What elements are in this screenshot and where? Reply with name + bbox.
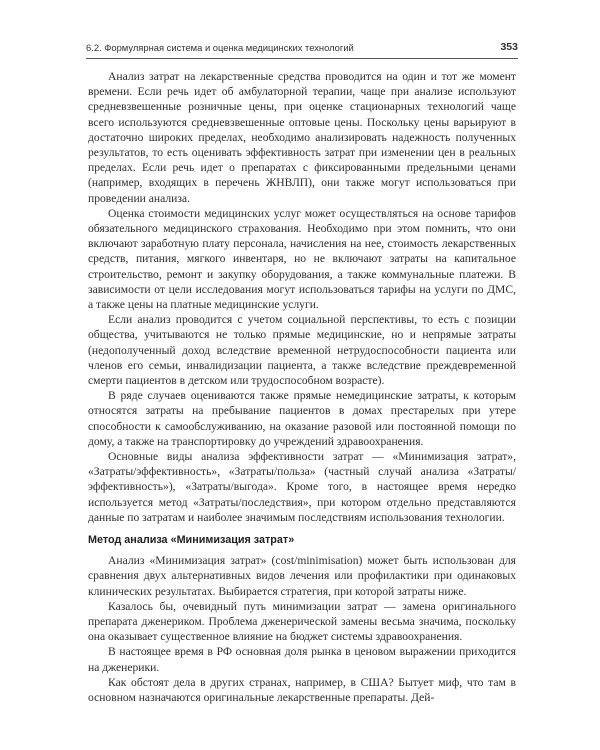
body-text [88,69,516,705]
paragraph-rf-market: В настоящее время в РФ основная доля рынка в ценовом выражении приходится на дженерики. [88,645,516,674]
paragraph-generic-substitution: Казалось бы, очевидный путь минимизации затрат — замена оригинального препарата дженериком. Проблема дженерической замены весьма значима, поскольку она оказывает существенное влияние на бюджет системы здравоохранения. [88,599,516,644]
paragraph-drug-costs: Анализ затрат на лекарственные средства проводится на один и тот же момент времени. Если речь идет об амбулаторной терапии, чаще при анализе используют средневзвешенные розничные цены, при оценке стационарных технологий чаще всего используются средневзвешенные оптовые цены. Поскольку цены варьируют в достаточно широких пределах, необходимо анализировать надежность полученных результатов, то есть оценивать эффективность затрат при изменении цен в реальных пределах. Если речь идет о препаратах с фиксированными предельными ценами (например, входящих в перечень ЖНВЛП), они также могут использоваться при проведении анализа. [88,70,516,205]
paragraph-service-costs: Оценка стоимости медицинских услуг может осуществляться на основе тарифов обязательного медицинского страхования. Необходимо при этом помнить, что они включают заработную плату персонала, начисления на нее, стоимость лекарственных средств, питания, мягкого инвентаря, но не включают затраты на капитальное строительство, ремонт и закупку оборудования, а также коммунальные платежи. В зависимости от цели исследования могут использоваться тарифы на услуги по ДМС, а также цены на платные медицинские услуги. [88,206,516,312]
running-head-title: 6.2. Формулярная система и оценка медицинских технологий [86,42,354,53]
paragraph-analysis-types: Основные виды анализа эффективности затрат — «Минимизация затрат», «Затраты/эффективность», «Затраты/польза» (частный случай анализа «Затраты/эффективность»), «Затраты/выгода». Кроме того, в настоящее время нередко используется метод «Затраты/последствия», при котором отдельно представляются данные по затратам и наиболее значимым последствиям использования технологии. [88,450,516,524]
page-number: 353 [500,41,518,53]
section-heading: Метод анализа «Минимизация затрат» [88,534,295,547]
paragraph-usa: Как обстоят дела в других странах, например, в США? Бытует миф, что там в основном назначаются оригинальные лекарственные препараты. Дей- [88,675,516,704]
header-divider [86,58,518,59]
paragraph-non-medical-costs: В ряде случаев оцениваются также прямые немедицинские затраты, к которым относятся затраты на пребывание пациентов в домах престарелых при утере способности к самообслуживанию, на оказание разовой или постоянной помощи по дому, а также на транспортировку до учреждений здравоохранения. [88,389,516,448]
paragraph-social-perspective: Если анализ проводится с учетом социальной перспективы, то есть с позиции общества, учитываются не только прямые медицинские, но и непрямые затраты (недополученный доход вследствие временной нетрудоспособности пациента или членов его семьи, инвалидизации пациента, а также вследствие преждевременной смерти пациентов в детском или трудоспособном возрасте). [88,313,516,388]
running-head [86,40,518,56]
paragraph-cost-minimisation: Анализ «Минимизация затрат» (cost/minimisation) может быть использован для сравнения двух альтернативных видов лечения или профилактики при одинаковых клинических результатах. Выбирается стратегия, при которой затраты ниже. [88,554,516,598]
